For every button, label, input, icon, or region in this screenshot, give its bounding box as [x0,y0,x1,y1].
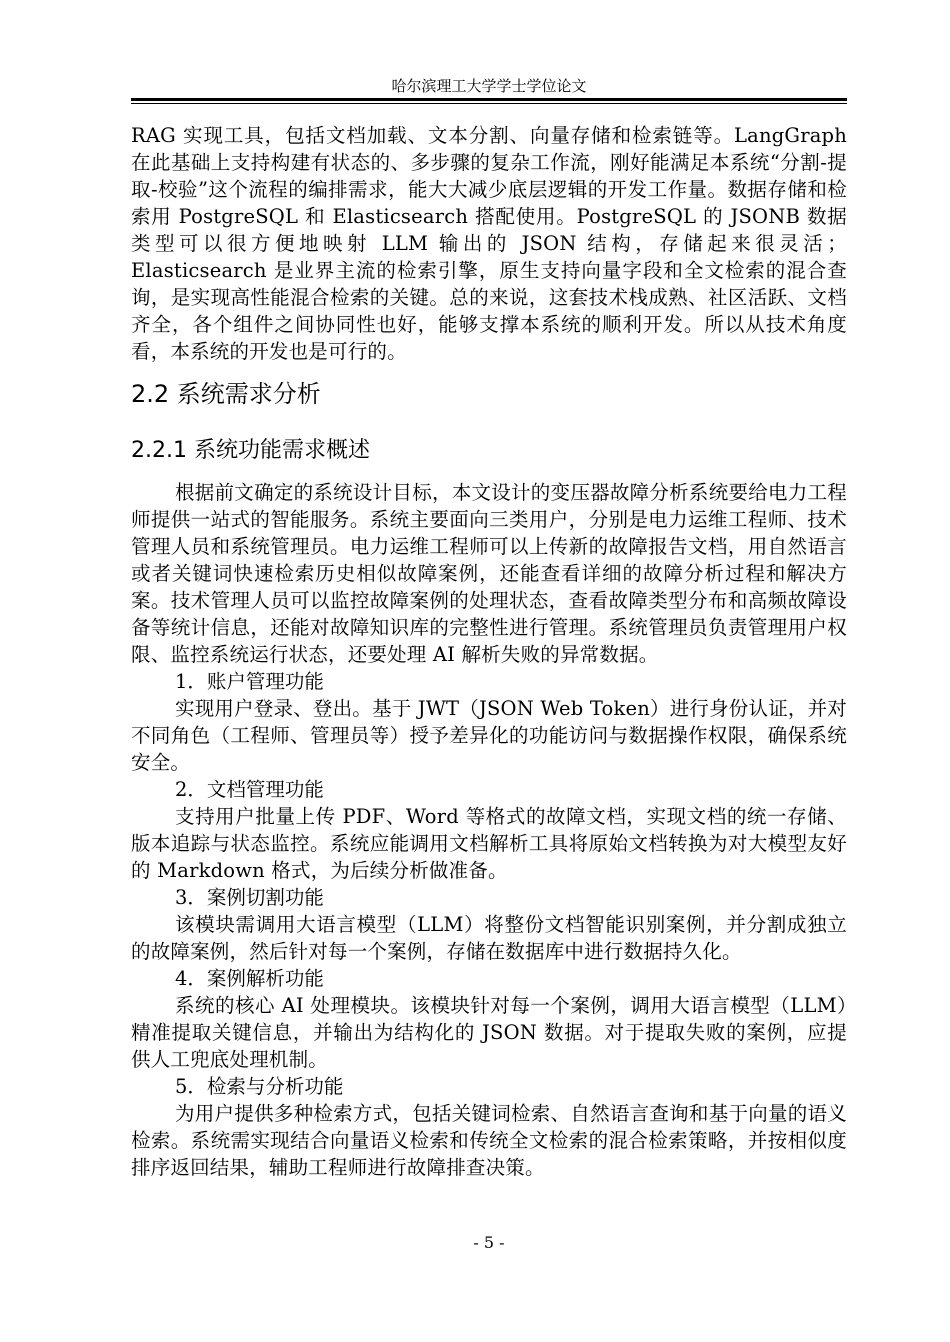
intro-paragraph: RAG 实现工具，包括文档加载、文本分割、向量存储和检索链等。LangGraph 在此基础上支持构建有状态的、多步骤的复杂工作流，刚好能满足本系统“分割-提取-校验”这个流程的编排需求，能大大减少底层逻辑的开发工作量。数据存储和检索用 PostgreSQL 和 Elasticsearch 搭配使用。PostgreSQL 的 JSONB 数据类型可以很方便地映射 LLM 输出的 JSON 结构，存储起来很灵活；Elasticsearch 是业界主流的检索引擎，原生支持向量字段和全文检索的混合查询，是实现高性能混合检索的关键。总的来说，这套技术栈成熟、社区活跃、文档齐全，各个组件之间协同性也好，能够支撑本系统的顺利开发。所以从技术角度看，本系统的开发也是可行的。 [131,124,847,363]
item-text-segmentation: 该模块需调用大语言模型（LLM）将整份文档智能识别案例，并分割成独立的故障案例，然后针对每一个案例，存储在数据库中进行数据持久化。 [131,913,847,963]
item-title-segmentation: 3．案例切割功能 [175,886,324,909]
item-title-document: 2．文档管理功能 [175,778,324,801]
item-text-document: 支持用户批量上传 PDF、Word 等格式的故障文档，实现文档的统一存储、版本追踪与状态监控。系统应能调用文档解析工具将原始文档转换为对大模型友好的 Markdown 格式，为后续分析做准备。 [131,805,847,882]
header-rule-thick [131,98,847,101]
item-text-retrieval: 为用户提供多种检索方式，包括关键词检索、自然语言查询和基于向量的语义检索。系统需实现结合向量语义检索和传统全文检索的混合检索策略，并按相似度排序返回结果，辅助工程师进行故障排查决策。 [131,1102,847,1179]
page-number: - 5 - [473,1233,505,1252]
item-text-parsing: 系统的核心 AI 处理模块。该模块针对每一个案例，调用大语言模型（LLM）精准提取关键信息，并输出为结构化的 JSON 数据。对于提取失败的案例，应提供人工兜底处理机制。 [131,994,847,1071]
running-header: 哈尔滨理工大学学士学位论文 [391,77,587,95]
subsection-heading: 2.2.1 系统功能需求概述 [131,438,370,463]
item-title-retrieval: 5．检索与分析功能 [175,1075,344,1098]
item-text-account: 实现用户登录、登出。基于 JWT（JSON Web Token）进行身份认证，并对不同角色（工程师、管理员等）授予差异化的功能访问与数据操作权限，确保系统安全。 [131,697,848,774]
page-body [131,122,847,1181]
item-title-parsing: 4．案例解析功能 [175,967,324,990]
section-heading: 2.2 系统需求分析 [131,380,321,408]
item-title-account: 1．账户管理功能 [175,670,324,693]
overview-paragraph: 根据前文确定的系统设计目标，本文设计的变压器故障分析系统要给电力工程师提供一站式的智能服务。系统主要面向三类用户，分别是电力运维工程师、技术管理人员和系统管理员。电力运维工程师可以上传新的故障报告文档，用自然语言或者关键词快速检索历史相似故障案例，还能查看详细的故障分析过程和解决方案。技术管理人员可以监控故障案例的处理状态，查看故障类型分布和高频故障设备等统计信息，还能对故障知识库的完整性进行管理。系统管理员负责管理用户权限、监控系统运行状态，还要处理 AI 解析失败的异常数据。 [131,481,847,666]
header-rule-thin [131,103,847,104]
